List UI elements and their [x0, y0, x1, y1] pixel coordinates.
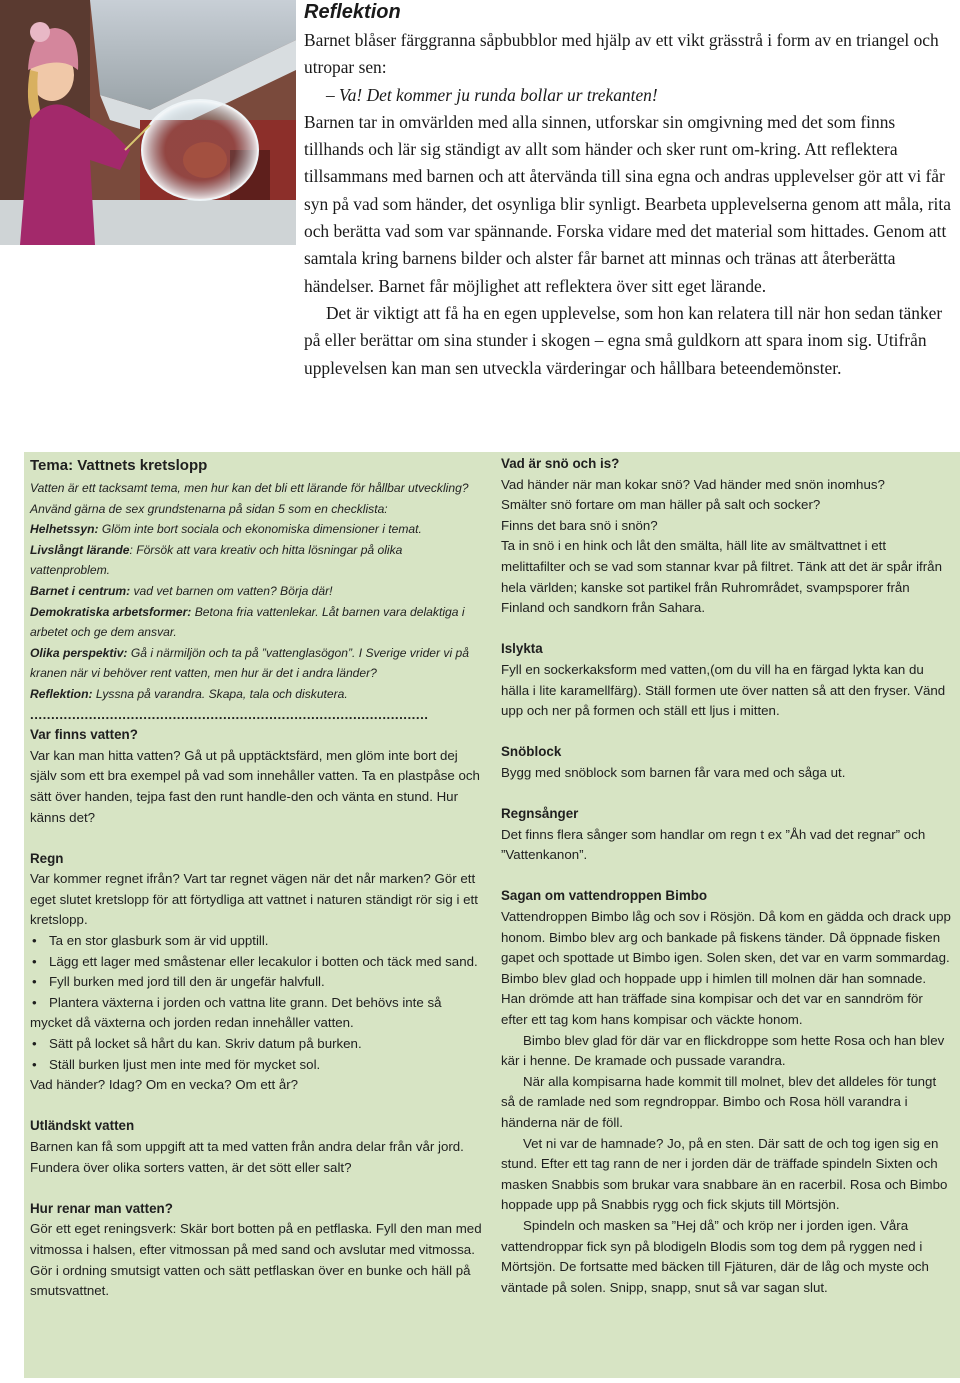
regn-text: Var kommer regnet ifrån? Vart tar regnet vägen när det når marken? Gör ett eget slutet kretslopp för att förtydliga att vattnet i naturen ständigt rör sig i ett kretslopp. — [30, 871, 478, 928]
tema-title: Tema: Vattnets kretslopp — [30, 457, 208, 474]
snoblock-title: Snöblock — [501, 744, 562, 760]
regn-bullet: • Fyll burken med jord till den är ungefär halvfull. — [30, 972, 482, 993]
regn-end: Vad händer? Idag? Om en vecka? Om ett år? — [30, 1077, 299, 1093]
tema-intro: Vatten är ett tacksamt tema, men hur kan det bli ett lärande för hållbar utveckling? Använd gärna de sex grundstenarna på sidan 5 som en checklista: — [30, 481, 469, 516]
reflektion-paragraph-1: Barnen tar in omvärlden med alla sinnen, utforskar sin omgivning med det som finns tillhands och lär sig ständigt av allt som händer och sker runt om-kring. Att reflektera tillsammans med barnen och att återvända till sina egna och andras upplevelser gör att vi får syn på vad som händer, det osynliga blir synligt. Bearbeta upplevelserna genom att måla, rita och berätta vad som var spännande. Forska vidare med det material som hittades. Genom att samtala kring barnens bilder och alster får barnet att minnas och tränas att återberätta händelser. Barnet får möjlighet att reflektera över sitt eget lärande. — [304, 111, 951, 296]
tema-item-text: : Försök att vara kreativ och hitta lösningar på olika vattenproblem. — [30, 542, 403, 578]
sno-line: Smälter snö fortare om man häller på salt och socker? — [501, 497, 821, 513]
saga-paragraph: Spindeln och masken sa ”Hej då” och kröp ner i jorden igen. Våra vattendroppar fick syn på blodigeln Blodis som tog dem på ryggen ned i Mörtsjön. De fortsatte med bäcken till Fjäturen, där de låg och myste och väntade på solen. Snipp, snapp, snut så var sagan slut. — [501, 1217, 929, 1295]
tema-item-text: Glöm inte bort sociala och ekonomiska dimensioner i temat. — [98, 522, 422, 537]
regnsanger-title: Regnsånger — [501, 806, 579, 822]
tema-item-label: Helhetssyn: — [30, 522, 99, 537]
snoblock-text: Bygg med snöblock som barnen får vara med och såga ut. — [501, 764, 846, 780]
photo-girl-soap-bubble — [0, 0, 296, 245]
utlandskt-vatten-title: Utländskt vatten — [30, 1118, 135, 1134]
tema-item — [30, 519, 482, 540]
saga-paragraph: Vattendroppen Bimbo låg och sov i Rösjön. Då kom en gädda och drack upp honom. Bimbo blev arg och bankade på fiskens tänder. Då öppnade fisken gapet och spottade ut Bimbo igen. Solen sken, det var en varm sommardag. Bimbo blev glad och hoppade upp i himlen till molnen där han somnade. Han drömde att han träffade sina kompisar och det var en sanndröm för efter ett tag kom hans kompisar och väckte honom. — [501, 909, 951, 1028]
sno-line: Vad händer när man kokar snö? Vad händer med snön inomhus? — [501, 476, 885, 492]
islykta-text: Fyll en sockerkaksform med vatten,(om du vill ha en färgad lykta kan du hälla i lite karamellfärg). Ställ formen ute över natten så att den fryser. Vänd upp och ner på formen och ställ ett ljus i mitten. — [501, 661, 946, 719]
sno-text: Ta in snö i en hink och låt den smälta, häll lite av smältvattnet i ett melittafilter och se vad som stannar kvar på filtret. Tänk att det är spår ifrån hela världen; kanske sot partikel från Ruhrområdet, svampsporer från Finland och sandkorn från Sahara. — [501, 538, 942, 616]
saga-title: Sagan om vattendroppen Bimbo — [501, 888, 708, 904]
tema-item-text: Gå i närmiljön och ta på ”vattenglasögon”. I Sverige vrider vi på kranen när vi behöver rent vatten, men hur är det i andra länder? — [30, 645, 469, 681]
utlandskt-vatten-text: Barnen kan få som uppgift att ta med vatten från andra delar från vår jord. Fundera över olika sorters vatten, är det sött eller salt? — [30, 1139, 464, 1175]
reflektion-section — [304, 0, 954, 382]
tema-item-label: Reflektion: — [30, 686, 93, 701]
reflektion-intro: Barnet blåser färggranna såpbubblor med hjälp av ett vikt grässtrå i form av en triangel och utropar sen: — [304, 30, 939, 78]
sno-line: Finns det bara snö i snön? — [501, 517, 658, 533]
photo-illustration — [0, 0, 296, 245]
theme-left-column — [30, 454, 482, 1302]
tema-item — [30, 602, 482, 643]
regn-bullet: • Lägg ett lager med småstenar eller lecakulor i botten och täck med sand. — [30, 952, 482, 973]
reflektion-paragraph-2: Det är viktigt att få ha en egen upplevelse, som hon kan relatera till när hon sedan tänker på eller berättar om sina stunder i skogen – egna små guldkorn att spara inom sig. Utifrån upplevelsen kan man sen utveckla värderingar och hållbara beteendemönster. — [304, 302, 943, 378]
regn-bullet: • Ställ burken ljust men inte med för mycket sol. — [30, 1055, 482, 1076]
tema-item — [30, 643, 482, 684]
saga-paragraph: Bimbo blev glad för där var en flickdroppe som hette Rosa och han blev kär i henne. De kramade och pussade varandra. — [501, 1032, 945, 1069]
regn-bullet: • Sätt på locket så hårt du kan. Skriv datum på burken. — [30, 1034, 482, 1055]
regnsanger-text: Det finns flera sånger som handlar om regn t ex ”Åh vad det regnar” och ”Vattenkanon”. — [501, 826, 926, 863]
regn-title: Regn — [30, 850, 64, 866]
tema-item — [30, 581, 482, 602]
tema-item-label: Livslångt lärande — [30, 542, 130, 557]
tema-item-label: Olika perspektiv: — [30, 645, 128, 660]
islykta-title: Islykta — [501, 641, 543, 657]
var-finns-vatten-text: Var kan man hitta vatten? Gå ut på upptäcktsfärd, men glöm inte bort dej själv som ett bra exempel på vad som innehåller vatten. Ta en plastpåse och sätt över handen, tejpa fast den runt handle-den och vänta en stund. Hur känns det? — [30, 747, 480, 825]
tema-item-label: Demokratiska arbetsformer: — [30, 604, 192, 619]
sno-title: Vad är snö och is? — [501, 456, 620, 471]
hur-renar-title: Hur renar man vatten? — [30, 1200, 173, 1216]
reflektion-quote: – Va! Det kommer ju runda bollar ur trekanten! — [326, 84, 658, 105]
hur-renar-text: Gör ett eget reningsverk: Skär bort botten på en petflaska. Fyll den man med vitmossa i halsen, efter vitmossan på med sand och avslutar med vitmossa. Gör i ordning smutsigt vatten och sätt petflaskan över en bunke och häll på smutsvattnet. — [30, 1221, 482, 1299]
reflektion-title: Reflektion — [304, 1, 401, 23]
tema-item-text: vad vet barnen om vatten? Börja där! — [130, 583, 333, 598]
tema-item — [30, 540, 482, 581]
dotted-divider: ............................................................................................... — [30, 706, 429, 722]
saga-paragraph: Vet ni var de hamnade? Jo, på en sten. Där satt de och tog igen sig en stund. Efter ett tag rann de ner i jorden där de träffade spindeln Sixten och masken Snabbis som brukar vara snabbare än en racerbil. Rosa och Bimbo hoppade upp på Snabbis rygg och fick skjuts till Mörtsjön. — [501, 1135, 948, 1213]
var-finns-vatten-title: Var finns vatten? — [30, 727, 138, 743]
tema-item-label: Barnet i centrum: — [30, 583, 131, 598]
theme-right-column — [501, 454, 953, 1298]
regn-bullet: • Plantera växterna i jorden och vattna lite grann. Det behövs inte så mycket då växterna och jorden redan innehåller vatten. — [30, 993, 482, 1034]
tema-item — [30, 684, 482, 705]
saga-paragraph: När alla kompisarna hade kommit till molnet, blev det alldeles för tungt så de ramlade ned som regndroppar. Bimbo och Rosa höll varandra i händerna när de föll. — [501, 1073, 937, 1130]
tema-item-text: Lyssna på varandra. Skapa, tala och diskutera. — [92, 686, 348, 701]
tema-item-text: Betona fria vattenlekar. Låt barnen vara delaktiga i arbetet och ge dem ansvar. — [30, 604, 465, 640]
regn-bullet: • Ta en stor glasburk som är vid upptill. — [30, 931, 482, 952]
